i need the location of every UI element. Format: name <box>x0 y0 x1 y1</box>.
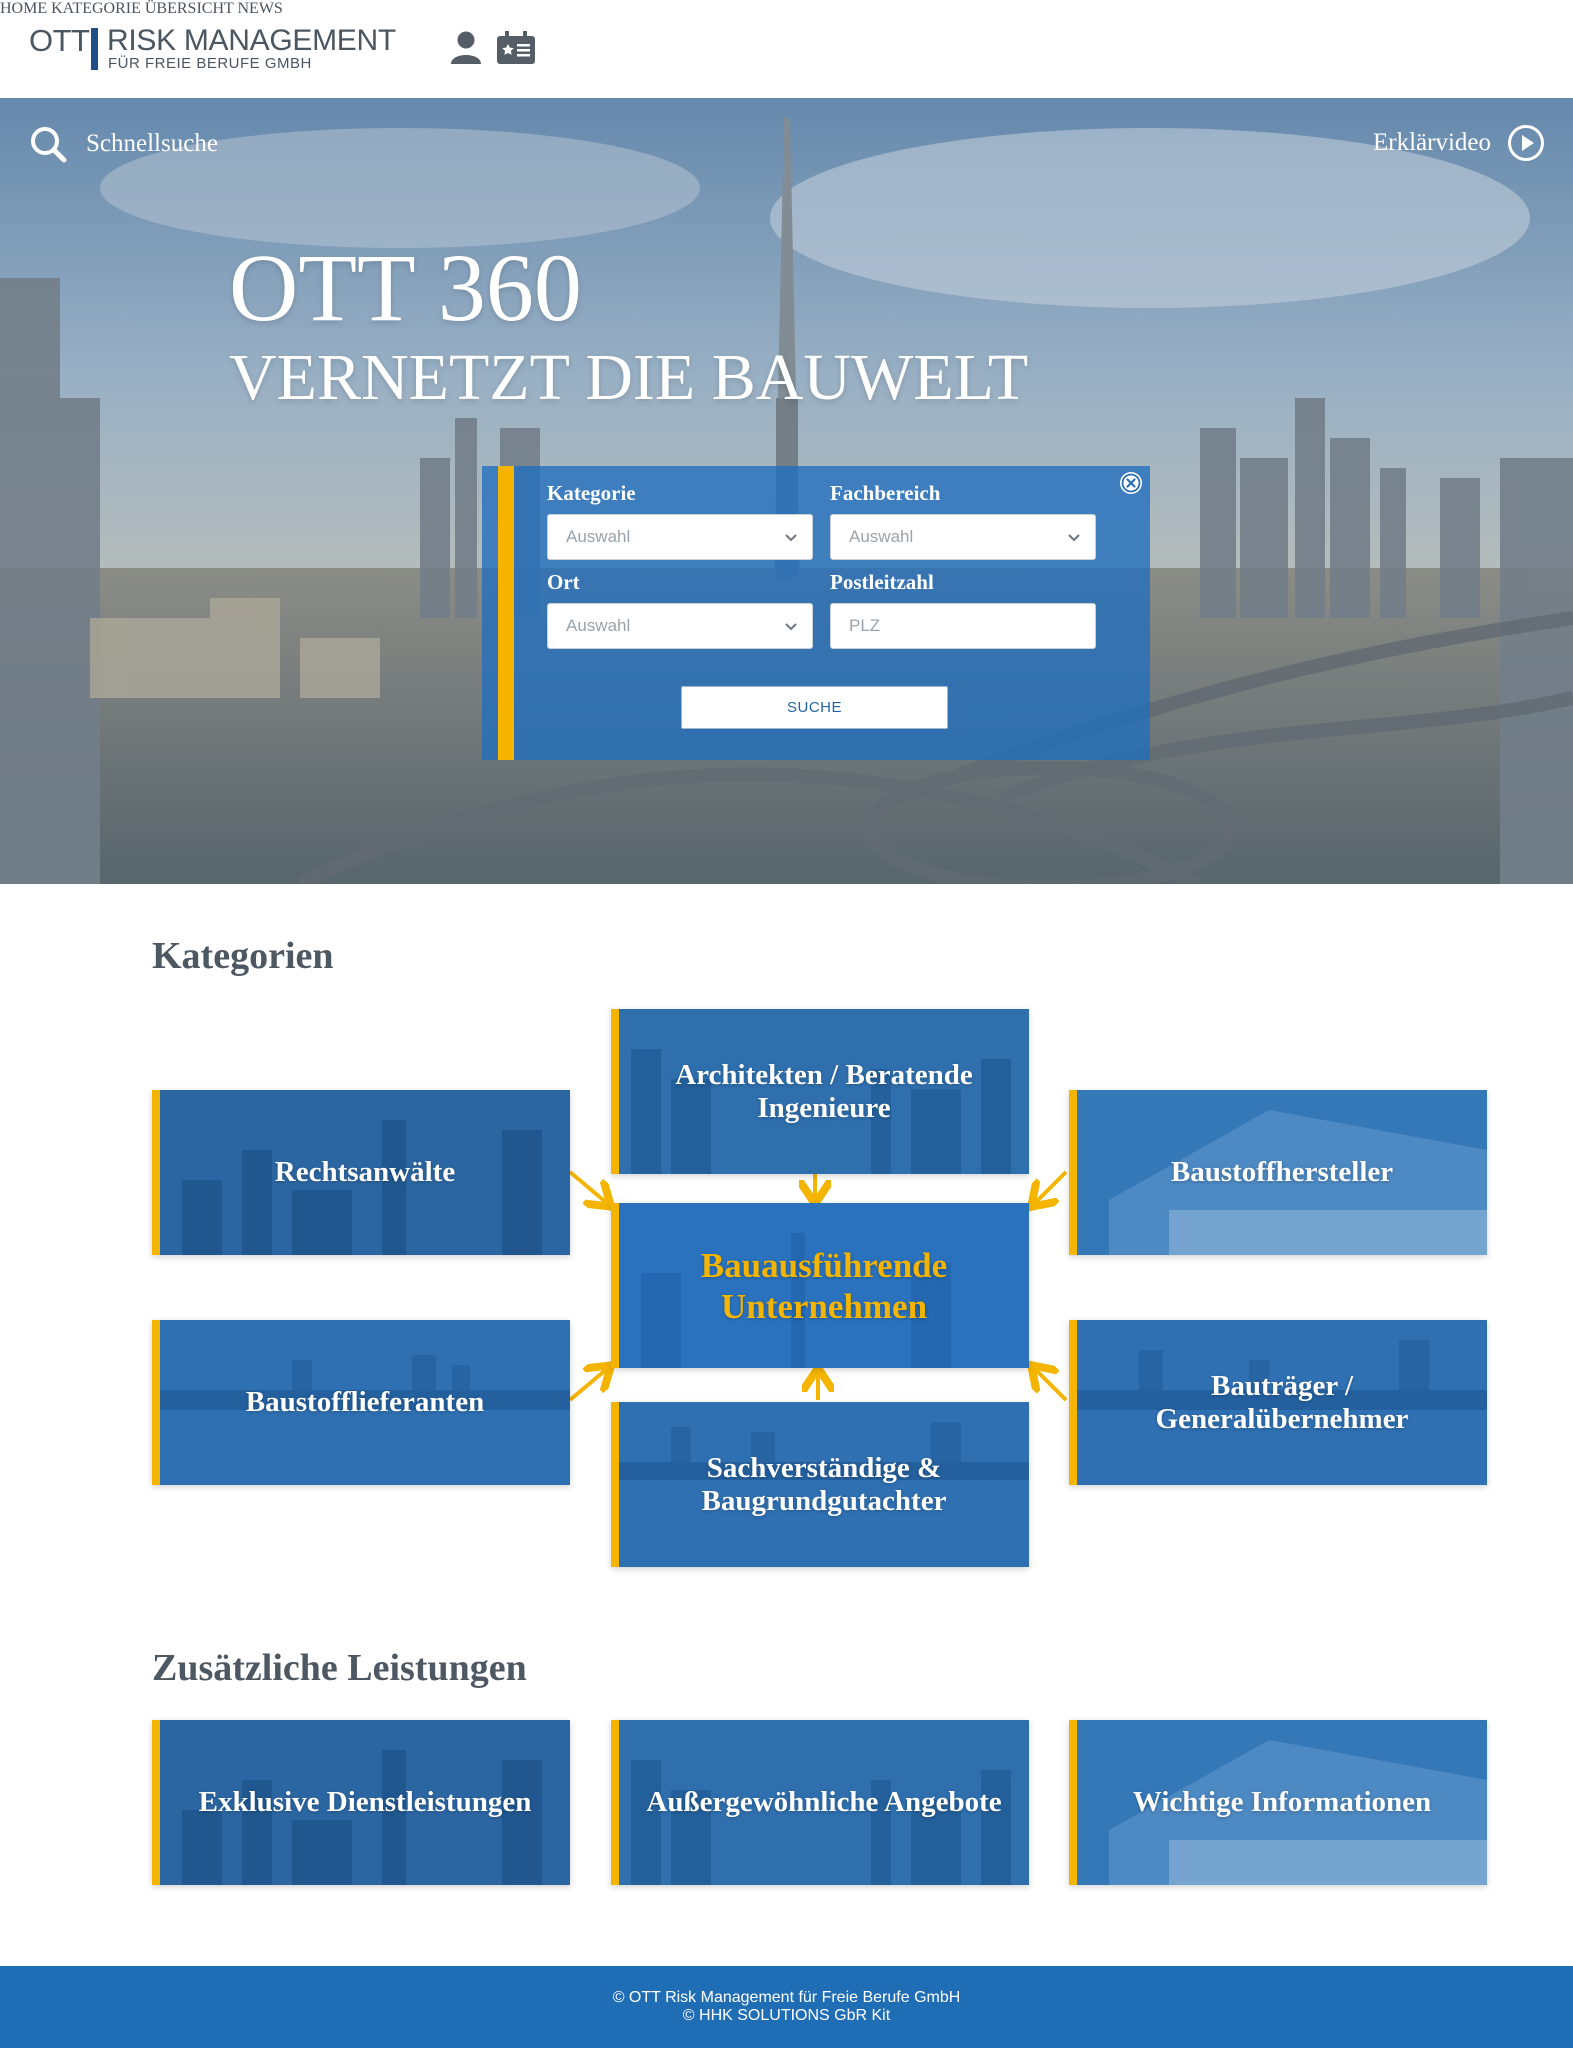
tile-accent <box>611 1203 619 1368</box>
service-label: Außergewöhnliche Angebote <box>646 1786 1002 1818</box>
kategorie-label: Kategorie <box>547 481 636 505</box>
explainer-video-label: Erklärvideo <box>1372 129 1491 156</box>
tile-accent <box>611 1720 619 1885</box>
service-label: Wichtige Informationen <box>1132 1786 1432 1818</box>
tile-accent <box>1069 1720 1077 1885</box>
tile-accent <box>1069 1090 1077 1255</box>
fachbereich-label: Fachbereich <box>830 481 941 505</box>
category-tile[interactable] <box>152 1090 570 1255</box>
nav-kategorie[interactable]: KATEGORIE <box>51 0 141 17</box>
service-tile[interactable] <box>611 1720 1029 1885</box>
tile-accent <box>1069 1320 1077 1485</box>
site-footer <box>0 1966 1573 2048</box>
service-tile[interactable] <box>1069 1720 1487 1885</box>
service-label: Exklusive Dienstleistungen <box>198 1786 532 1818</box>
category-label: Baustofflieferanten <box>245 1386 485 1418</box>
category-center-label: Bauausführende Unternehmen <box>700 1245 948 1326</box>
category-label: Rechtsanwälte <box>274 1156 456 1188</box>
footer-credit: © HHK SOLUTIONS GbR Kit <box>682 2007 891 2024</box>
category-label: Architekten / Beratende Ingenieure <box>675 1058 973 1124</box>
categories-title: Kategorien <box>152 935 334 977</box>
logo-name: RISK MANAGEMENT <box>107 24 396 57</box>
search-button[interactable]: SUCHE <box>681 686 948 729</box>
category-tile[interactable] <box>152 1320 570 1485</box>
category-tile[interactable] <box>1069 1320 1487 1485</box>
footer-copyright: © OTT Risk Management für Freie Berufe GmbH <box>612 1989 961 2006</box>
tile-accent <box>611 1009 619 1174</box>
category-label: Bauträger / Generalübernehmer <box>1155 1369 1409 1435</box>
category-label: Baustoffhersteller <box>1170 1156 1394 1188</box>
ort-label: Ort <box>547 570 580 594</box>
nav-news[interactable]: NEWS <box>237 0 283 17</box>
category-label: Sachverständige & Baugrundgutachter <box>701 1451 947 1517</box>
plz-placeholder: PLZ <box>849 616 881 635</box>
tile-accent <box>611 1402 619 1567</box>
quick-search-label: Schnellsuche <box>86 130 218 157</box>
tile-accent <box>152 1720 160 1885</box>
plz-label: Postleitzahl <box>830 570 934 594</box>
category-tile[interactable] <box>611 1402 1029 1567</box>
tile-accent <box>152 1090 160 1255</box>
kategorie-value: Auswahl <box>566 527 631 546</box>
service-tile[interactable] <box>152 1720 570 1885</box>
logo-subtitle: FÜR FREIE BERUFE GMBH <box>108 55 312 72</box>
category-tile[interactable] <box>1069 1090 1487 1255</box>
nav-uebersicht[interactable]: ÜBERSICHT <box>144 0 234 17</box>
fachbereich-value: Auswahl <box>849 527 914 546</box>
hero-subtitle: VERNETZT DIE BAUWELT <box>229 341 1029 414</box>
ort-value: Auswahl <box>566 616 631 635</box>
category-tile[interactable] <box>611 1009 1029 1174</box>
logo-ott: OTT <box>29 23 90 58</box>
services-title: Zusätzliche Leistungen <box>152 1647 527 1689</box>
tile-accent <box>152 1320 160 1485</box>
hero-title: OTT 360 <box>229 234 582 341</box>
category-tile-center[interactable] <box>611 1203 1029 1368</box>
nav-home[interactable]: HOME <box>0 0 48 17</box>
